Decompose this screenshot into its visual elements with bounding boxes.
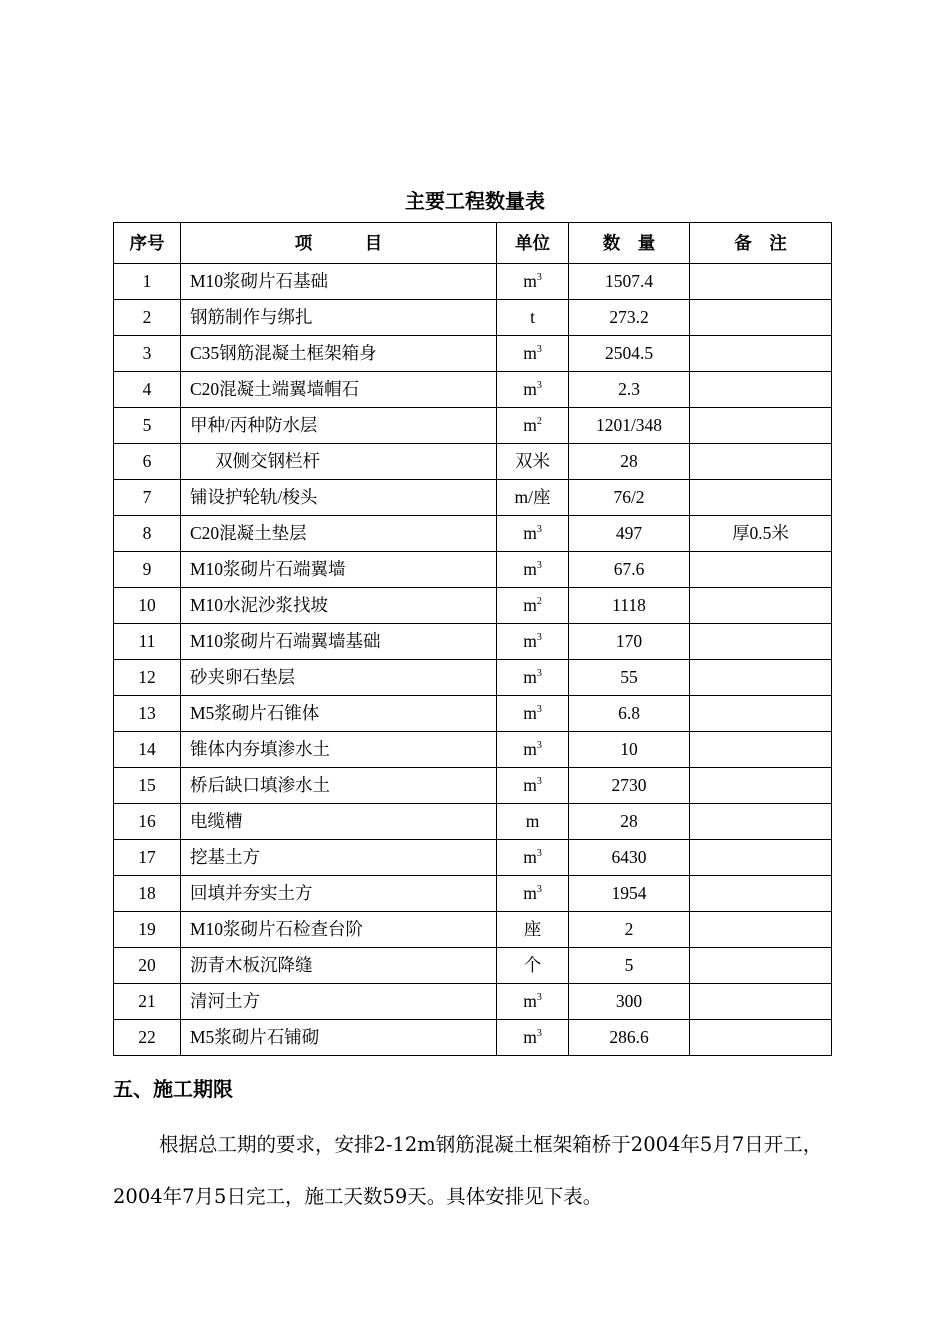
row-item-text: 钢筋制作与绑扎 (190, 307, 313, 327)
row-item (181, 768, 497, 804)
row-qty (569, 768, 690, 804)
table-row (114, 624, 832, 660)
row-note (690, 372, 832, 408)
table-row (114, 660, 832, 696)
row-note (690, 912, 832, 948)
row-no (114, 912, 181, 948)
row-qty-text: 170 (615, 631, 643, 651)
row-no (114, 588, 181, 624)
row-no-text: 13 (138, 703, 156, 723)
row-no (114, 1020, 181, 1056)
row-item (181, 552, 497, 588)
row-qty-text: 5 (624, 955, 634, 975)
unit-exponent: 3 (536, 560, 542, 571)
row-unit-text: m (523, 343, 537, 363)
row-qty (569, 948, 690, 984)
row-no-text: 19 (138, 919, 156, 939)
row-unit-text: m (523, 667, 537, 687)
row-qty-text: 10 (620, 739, 638, 759)
table-title: 主要工程数量表 (405, 189, 545, 213)
row-item-text: M10浆砌片石检查台阶 (190, 919, 364, 939)
table-row (114, 516, 832, 552)
row-no (114, 696, 181, 732)
row-qty (569, 732, 690, 768)
row-no-text: 3 (142, 343, 152, 363)
row-item-text: 锥体内夯填渗水土 (190, 739, 330, 759)
row-qty-text: 286.6 (609, 1027, 649, 1047)
row-item (181, 624, 497, 660)
table-row (114, 984, 832, 1020)
row-qty (569, 1020, 690, 1056)
row-no-text: 21 (138, 991, 156, 1011)
row-item (181, 984, 497, 1020)
row-item-text: C20混凝土端翼墙帽石 (190, 379, 360, 399)
table-row (114, 408, 832, 444)
unit-exponent: 3 (536, 1028, 542, 1039)
table-row (114, 696, 832, 732)
row-no-text: 1 (142, 271, 152, 291)
table-row (114, 480, 832, 516)
unit-exponent: 3 (536, 776, 542, 787)
row-unit (497, 660, 569, 696)
row-item (181, 444, 497, 480)
table-row (114, 876, 832, 912)
row-qty-text: 497 (615, 523, 643, 543)
row-item-text: M10浆砌片石端翼墙基础 (190, 631, 381, 651)
row-note (690, 480, 832, 516)
row-qty-text: 28 (620, 451, 638, 471)
row-no-text: 10 (138, 595, 156, 615)
row-item (181, 588, 497, 624)
table-row (114, 840, 832, 876)
row-qty (569, 264, 690, 300)
section-title: 五、施工期限 (113, 1077, 233, 1101)
row-qty (569, 588, 690, 624)
row-item-text: 沥青木板沉降缝 (190, 955, 313, 975)
row-no-text: 2 (142, 307, 152, 327)
row-no (114, 624, 181, 660)
row-unit-text: m (523, 595, 537, 615)
row-no (114, 732, 181, 768)
unit-exponent: 3 (536, 740, 542, 751)
row-item-text: 甲种/丙种防水层 (190, 415, 318, 435)
unit-exponent: 3 (536, 524, 542, 535)
row-qty (569, 912, 690, 948)
row-item-text: C20混凝土垫层 (190, 523, 307, 543)
row-qty-text: 1118 (612, 595, 646, 615)
row-no (114, 984, 181, 1020)
row-item-text: 回填并夯实土方 (190, 883, 313, 903)
row-unit (497, 804, 569, 840)
row-item-text: M10浆砌片石端翼墙 (190, 559, 346, 579)
row-note (690, 1020, 832, 1056)
row-qty-text: 2.3 (618, 379, 640, 399)
row-item-text: 砂夹卵石垫层 (190, 667, 295, 687)
unit-exponent: 3 (536, 884, 542, 895)
row-unit-text: m/座 (514, 487, 551, 507)
row-unit (497, 624, 569, 660)
row-note (690, 984, 832, 1020)
row-note (690, 408, 832, 444)
table-row (114, 1020, 832, 1056)
row-unit (497, 480, 569, 516)
row-qty (569, 696, 690, 732)
row-no-text: 14 (138, 739, 156, 759)
row-qty (569, 624, 690, 660)
row-note (690, 516, 832, 552)
row-no (114, 336, 181, 372)
row-unit (497, 696, 569, 732)
row-no (114, 804, 181, 840)
unit-exponent: 3 (536, 992, 542, 1003)
row-note (690, 696, 832, 732)
row-no-text: 5 (142, 415, 152, 435)
row-no (114, 372, 181, 408)
row-unit-text: m (523, 631, 537, 651)
row-qty-text: 300 (615, 991, 643, 1011)
row-item (181, 696, 497, 732)
row-no-text: 6 (142, 451, 152, 471)
row-qty (569, 840, 690, 876)
unit-exponent: 3 (536, 704, 542, 715)
row-unit (497, 408, 569, 444)
row-item (181, 840, 497, 876)
table-row (114, 264, 832, 300)
row-qty (569, 408, 690, 444)
row-no (114, 768, 181, 804)
table-row (114, 804, 832, 840)
row-unit (497, 912, 569, 948)
row-no (114, 300, 181, 336)
row-item (181, 660, 497, 696)
row-note (690, 300, 832, 336)
table-row (114, 372, 832, 408)
row-qty-text: 273.2 (609, 307, 649, 327)
row-item-text: M10水泥沙浆找坡 (190, 595, 329, 615)
row-no-text: 15 (138, 775, 156, 795)
header-item: 项 目 (181, 223, 497, 264)
row-unit-text: m (523, 703, 537, 723)
unit-exponent: 2 (536, 596, 542, 607)
row-unit-text: 个 (523, 955, 542, 975)
row-no (114, 552, 181, 588)
row-unit-text: m (523, 883, 537, 903)
row-unit (497, 300, 569, 336)
row-unit (497, 588, 569, 624)
row-item (181, 480, 497, 516)
row-no (114, 480, 181, 516)
header-qty: 数 量 (569, 223, 690, 264)
unit-exponent: 3 (536, 344, 542, 355)
row-item-text: 清河土方 (190, 991, 260, 1011)
table-row (114, 732, 832, 768)
row-no-text: 16 (138, 811, 156, 831)
row-note (690, 624, 832, 660)
row-qty (569, 336, 690, 372)
row-note (690, 732, 832, 768)
row-unit-text: m (523, 775, 537, 795)
row-item (181, 516, 497, 552)
row-unit (497, 552, 569, 588)
row-unit-text: m (525, 811, 540, 831)
quantity-table (113, 222, 832, 1056)
row-note (690, 948, 832, 984)
row-unit (497, 948, 569, 984)
row-note (690, 336, 832, 372)
row-no (114, 948, 181, 984)
schedule-paragraph: 根据总工期的要求，安排2-12m钢筋混凝土框架箱桥于2004年5月7日开工，2004年7月5日完工，施工天数59天。具体安排见下表。 (113, 1133, 823, 1208)
unit-exponent: 3 (536, 632, 542, 643)
row-qty-text: 1954 (611, 883, 647, 903)
table-row (114, 948, 832, 984)
row-note-text: 厚0.5米 (732, 523, 789, 543)
row-no (114, 516, 181, 552)
table-row (114, 768, 832, 804)
table-row (114, 336, 832, 372)
row-unit (497, 264, 569, 300)
row-unit (497, 336, 569, 372)
header-note: 备 注 (690, 223, 832, 264)
row-no-text: 20 (138, 955, 156, 975)
row-item (181, 300, 497, 336)
row-no (114, 840, 181, 876)
row-unit-text: m (523, 523, 537, 543)
row-unit (497, 516, 569, 552)
row-no (114, 660, 181, 696)
row-qty-text: 2504.5 (604, 343, 654, 363)
row-note (690, 444, 832, 480)
table-row (114, 444, 832, 480)
row-item-text: 挖基土方 (190, 847, 260, 867)
row-note (690, 804, 832, 840)
row-item (181, 336, 497, 372)
row-item (181, 372, 497, 408)
row-item-text: M10浆砌片石基础 (190, 271, 329, 291)
table-row (114, 300, 832, 336)
row-unit-text: m (523, 847, 537, 867)
row-qty (569, 984, 690, 1020)
row-no-text: 8 (142, 523, 152, 543)
row-no (114, 264, 181, 300)
row-unit-text: m (523, 991, 537, 1011)
row-item (181, 876, 497, 912)
row-qty-text: 76/2 (613, 487, 645, 507)
row-no (114, 444, 181, 480)
table-row (114, 552, 832, 588)
row-item-text: M5浆砌片石锥体 (190, 703, 320, 723)
row-qty-text: 1201/348 (595, 415, 663, 435)
unit-exponent: 3 (536, 272, 542, 283)
row-qty (569, 552, 690, 588)
row-unit-text: 双米 (515, 451, 550, 471)
row-item-text: 电缆槽 (190, 811, 243, 831)
row-qty-text: 1507.4 (604, 271, 654, 291)
row-qty-text: 6.8 (618, 703, 640, 723)
header-no: 序号 (114, 223, 181, 264)
row-item (181, 948, 497, 984)
row-no-text: 18 (138, 883, 156, 903)
unit-exponent: 3 (536, 668, 542, 679)
row-qty (569, 804, 690, 840)
row-item (181, 408, 497, 444)
row-qty-text: 67.6 (613, 559, 645, 579)
row-qty (569, 660, 690, 696)
row-no (114, 876, 181, 912)
row-no-text: 4 (142, 379, 152, 399)
unit-exponent: 3 (536, 380, 542, 391)
row-unit (497, 768, 569, 804)
row-note (690, 876, 832, 912)
row-note (690, 588, 832, 624)
row-unit-text: m (523, 1027, 537, 1047)
row-unit (497, 1020, 569, 1056)
row-unit-text: m (523, 559, 537, 579)
row-item-text: M5浆砌片石铺砌 (190, 1027, 320, 1047)
row-unit (497, 984, 569, 1020)
row-note (690, 768, 832, 804)
row-unit (497, 372, 569, 408)
row-item-text: 桥后缺口填渗水土 (190, 775, 330, 795)
row-no-text: 7 (142, 487, 152, 507)
row-item (181, 264, 497, 300)
row-item-text: 铺设护轮轨/梭头 (190, 487, 318, 507)
row-item (181, 804, 497, 840)
row-note (690, 552, 832, 588)
row-note (690, 264, 832, 300)
row-unit-text: m (523, 415, 537, 435)
row-qty (569, 372, 690, 408)
row-unit-text: 座 (523, 919, 542, 939)
row-no-text: 11 (138, 631, 156, 651)
row-qty-text: 55 (620, 667, 638, 687)
header-unit: 单位 (497, 223, 569, 264)
unit-exponent: 2 (536, 416, 542, 427)
table-header-row (114, 223, 832, 264)
row-item (181, 912, 497, 948)
row-item-text: 双侧交钢栏杆 (215, 451, 320, 471)
row-no-text: 22 (138, 1027, 156, 1047)
table-row (114, 912, 832, 948)
row-no-text: 9 (142, 559, 152, 579)
row-note (690, 840, 832, 876)
row-unit (497, 876, 569, 912)
row-qty-text: 6430 (611, 847, 647, 867)
row-item (181, 1020, 497, 1056)
row-qty (569, 444, 690, 480)
row-item (181, 732, 497, 768)
row-qty-text: 2 (624, 919, 634, 939)
row-qty (569, 876, 690, 912)
row-unit-text: m (523, 739, 537, 759)
row-no-text: 12 (138, 667, 156, 687)
table-row (114, 588, 832, 624)
row-unit-text: t (530, 307, 535, 327)
row-no (114, 408, 181, 444)
row-item-text: C35钢筋混凝土框架箱身 (190, 343, 377, 363)
row-unit-text: m (523, 379, 537, 399)
unit-exponent: 3 (536, 848, 542, 859)
row-unit (497, 732, 569, 768)
row-no-text: 17 (138, 847, 156, 867)
row-qty (569, 300, 690, 336)
row-qty-text: 28 (620, 811, 638, 831)
row-note (690, 660, 832, 696)
row-qty (569, 480, 690, 516)
row-unit (497, 444, 569, 480)
row-qty-text: 2730 (611, 775, 647, 795)
row-qty (569, 516, 690, 552)
row-unit (497, 840, 569, 876)
row-unit-text: m (523, 271, 537, 291)
